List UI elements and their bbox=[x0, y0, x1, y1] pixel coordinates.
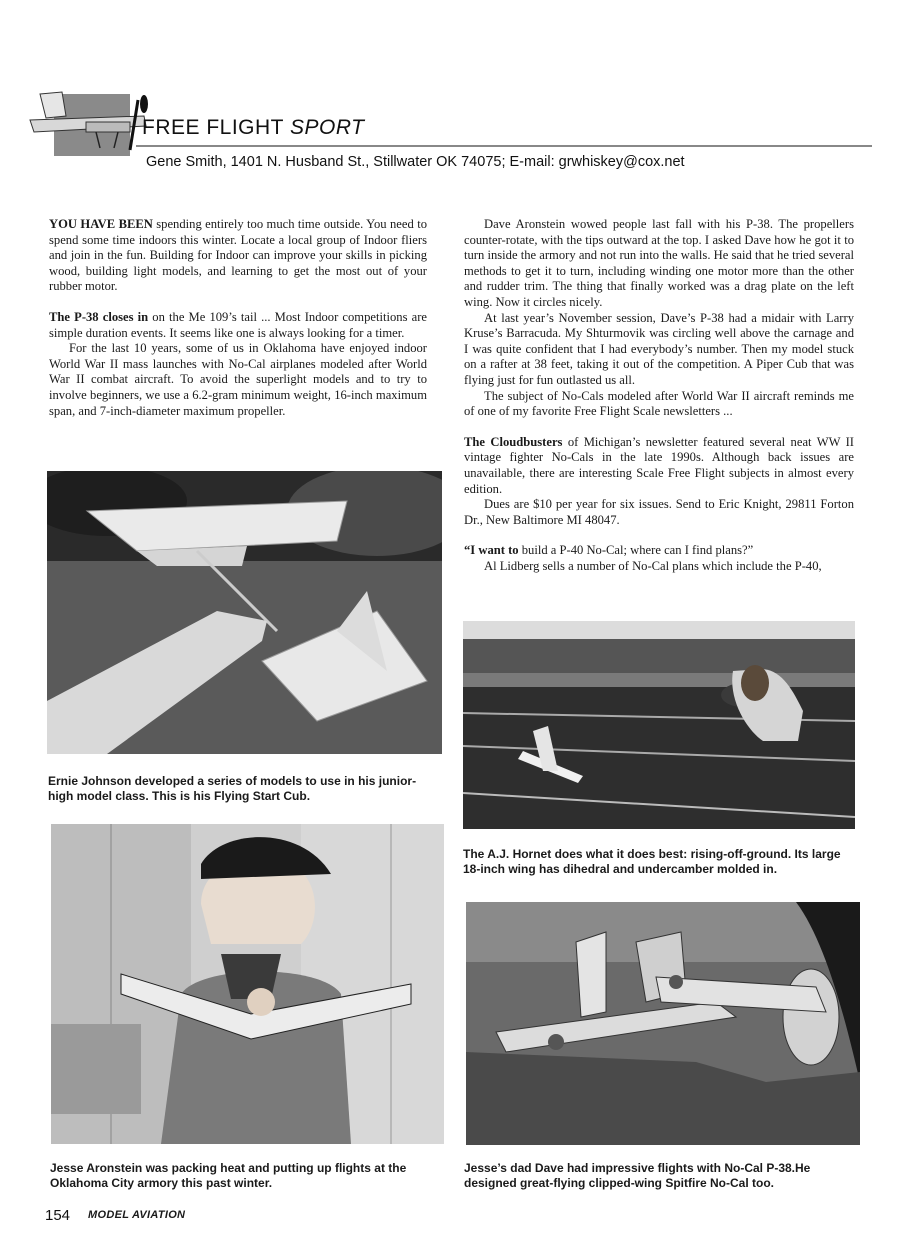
caption-jesse: Jesse Aronstein was packing heat and putting up flights at the Oklahoma City armory this past winter. bbox=[50, 1161, 407, 1190]
rc-p4-text: of Michigan’s newsletter featured several neat WW II vintage fighter No-Cals in the late 1990s. Although back issues are unavailable, there are interesting Scale Free Flight subjects in almost every edition. bbox=[464, 434, 855, 496]
rc-p6-text: build a P-40 No-Cal; where can I find plans?” bbox=[518, 543, 754, 558]
header-logo bbox=[26, 86, 156, 170]
rc-p6-lead: “I want to bbox=[464, 543, 519, 558]
rc-p1: Dave Aronstein wowed people last fall with his P-38. The propellers counter-rotate, with the tips outward at the top. I asked Dave how he got it to turn inside the armory and not run into the walls. He said that he tried several methods to get it to turn, including winding one motor more than the other and rudder trim. The thing that finally worked was a drag plate on the left wing. Now it circles nicely. bbox=[464, 217, 854, 309]
photo-jesse bbox=[51, 824, 444, 1144]
rc-p5: Dues are $10 per year for six issues. Send to Eric Knight, 29811 Forton Dr., New Baltimore MI 48047. bbox=[464, 497, 854, 527]
author-line: Gene Smith, 1401 N. Husband St., Stillwater OK 74075; E-mail: grwhiskey@cox.net bbox=[146, 154, 685, 170]
p1-text: spending entirely too much time outside. You need to spend some time indoors this winter. Locate a local group of Indoor fliers and join in the fun. Building for Indoor can improve your skills in picking wood, building light models, and learning to get the most out of your rubber motor. bbox=[49, 217, 427, 294]
rc-p4-lead: The Cloudbusters bbox=[464, 434, 563, 449]
caption-dave: Jesse’s dad Dave had impressive flights with No-Cal P-38.He designed great-flying clipped-wing Spitfire No-Cal too. bbox=[464, 1161, 811, 1190]
magazine-name: MODEL AVIATION bbox=[88, 1209, 186, 1221]
model-airplane-icon bbox=[26, 86, 156, 170]
page-number: 154 bbox=[45, 1207, 71, 1224]
rc-p3: The subject of No-Cals modeled after World War II aircraft reminds me of one of my favorite Free Flight Scale newsletters ... bbox=[464, 388, 854, 419]
header-rule bbox=[136, 145, 872, 147]
right-column bbox=[464, 217, 854, 574]
rc-p7: Al Lidberg sells a number of No-Cal plans which include the P-40, bbox=[484, 558, 822, 573]
section-title-em: SPORT bbox=[289, 116, 365, 139]
p2-lead: The P-38 closes in bbox=[49, 309, 149, 324]
p3-text: For the last 10 years, some of us in Oklahoma have enjoyed indoor World War II mass launches with No-Cal airplanes modeled after World War II combat aircraft. To avoid the superlight models and to try to involve beginners, we use a 6.2-gram minimum weight, 16-inch maximum span, and 7-inch-diameter maximum propeller. bbox=[49, 341, 427, 418]
photo-p38 bbox=[466, 902, 860, 1145]
photo-hornet bbox=[463, 621, 855, 829]
section-title bbox=[142, 116, 364, 140]
left-column bbox=[49, 217, 427, 419]
rc-p2: At last year’s November session, Dave’s P-38 had a midair with Larry Kruse’s Barracuda. My Shturmovik was circling well above the carnage and I was quite confident that I had everybody’s number. Then my model stuck on a rafter at 38 feet, taking it out of the competition. A Piper Cub that was flying just for fun outlasted us all. bbox=[464, 310, 854, 387]
caption-cub: Ernie Johnson developed a series of models to use in his junior-high model class. This is his Flying Start Cub. bbox=[48, 774, 417, 803]
section-title-main: FREE FLIGHT bbox=[142, 116, 284, 139]
caption-hornet: The A.J. Hornet does what it does best: rising-off-ground. Its large 18-inch wing has dihedral and undercamber molded in. bbox=[463, 847, 841, 876]
p2-text: on the Me 109’s tail ... Most Indoor competitions are simple duration events. It seems like one is always looking for a timer. bbox=[49, 309, 427, 340]
p1-lead: YOU HAVE BEEN bbox=[49, 217, 153, 231]
photo-cub bbox=[47, 471, 442, 754]
